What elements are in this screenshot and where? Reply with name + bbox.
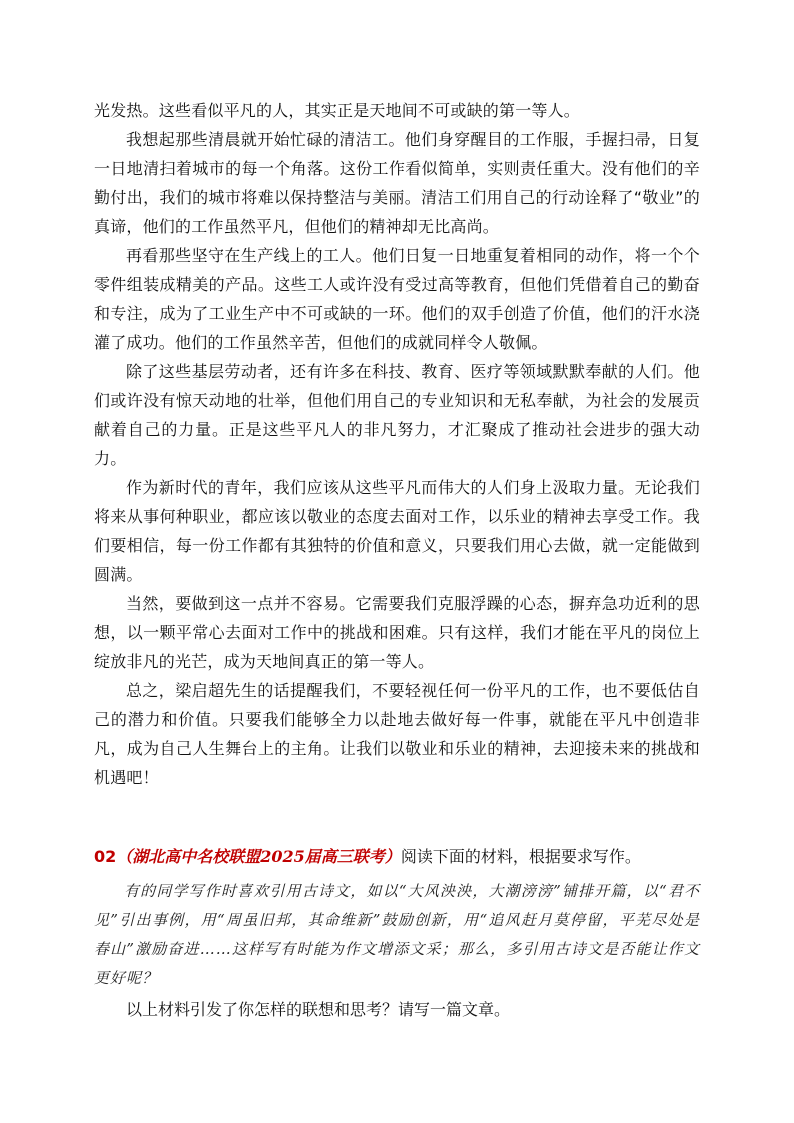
essay-paragraph: 当然，要做到这一点并不容易。它需要我们克服浮躁的心态，摒弃急功近利的思想，以一颗平常心去面对工作中的挑战和困难。只有这样，我们才能在平凡的岗位上绽放非凡的光芒，成为天地间真正的第一等人。	[94, 594, 700, 671]
question-prompt: 以上材料引发了你怎样的联想和思考？请写一篇文章。	[126, 1000, 511, 1019]
document-content	[94, 96, 700, 1024]
essay-paragraph: 再看那些坚守在生产线上的工人。他们日复一日地重复着相同的动作，将一个个零件组装成精美的产品。这些工人或许没有受过高等教育，但他们凭借着自己的勤奋和专注，成为了工业生产中不可或缺的一环。他们的双手创造了价值，他们的汗水浇灌了成功。他们的工作虽然辛苦，但他们的成就同样令人敬佩。	[94, 246, 700, 352]
question-material: 有的同学写作时喜欢引用古诗文，如以“大风泱泱，大潮滂滂”铺排开篇，以“君不见”引出事例，用“周虽旧邦，其命维新”鼓励创新，用“追风赶月莫停留，平芜尽处是春山”激励奋进……这样写有时能为作文增添文采；那么，多引用古诗文是否能让作文更好呢？	[94, 882, 700, 987]
essay-paragraph: 除了这些基层劳动者，还有许多在科技、教育、医疗等领域默默奉献的人们。他们或许没有惊天动地的壮举，但他们用自己的专业知识和无私奉献，为社会的发展贡献着自己的力量。正是这些平凡人的非凡努力，才汇聚成了推动社会进步的强大动力。	[94, 362, 700, 468]
question-number: 02	[94, 847, 117, 866]
essay-paragraph: 作为新时代的青年，我们应该从这些平凡而伟大的人们身上汲取力量。无论我们将来从事何种职业，都应该以敬业的态度去面对工作，以乐业的精神去享受工作。我们要相信，每一份工作都有其独特的价值和意义，只要我们用心去做，就一定能做到圆满。	[94, 478, 700, 584]
essay-paragraph: 总之，梁启超先生的话提醒我们，不要轻视任何一份平凡的工作，也不要低估自己的潜力和价值。只要我们能够全力以赴地去做好每一件事，就能在平凡中创造非凡，成为自己人生舞台上的主角。让我们以敬业和乐业的精神，去迎接未来的挑战和机遇吧！	[94, 681, 700, 787]
essay-body	[94, 96, 700, 792]
essay-paragraph: 我想起那些清晨就开始忙碌的清洁工。他们身穿醒目的工作服，手握扫帚，日复一日地清扫着城市的每一个角落。这份工作看似简单，实则责任重大。没有他们的辛勤付出，我们的城市将难以保持整洁与美丽。清洁工们用自己的行动诠释了“敬业”的真谛，他们的工作虽然平凡，但他们的精神却无比高尚。	[94, 130, 700, 236]
question-instruction: 阅读下面的材料，根据要求写作。	[400, 847, 641, 866]
essay-paragraph: 光发热。这些看似平凡的人，其实正是天地间不可或缺的第一等人。	[94, 101, 581, 120]
question-source: （湖北高中名校联盟2025届高三联考）	[116, 847, 401, 866]
question-header	[94, 842, 700, 871]
